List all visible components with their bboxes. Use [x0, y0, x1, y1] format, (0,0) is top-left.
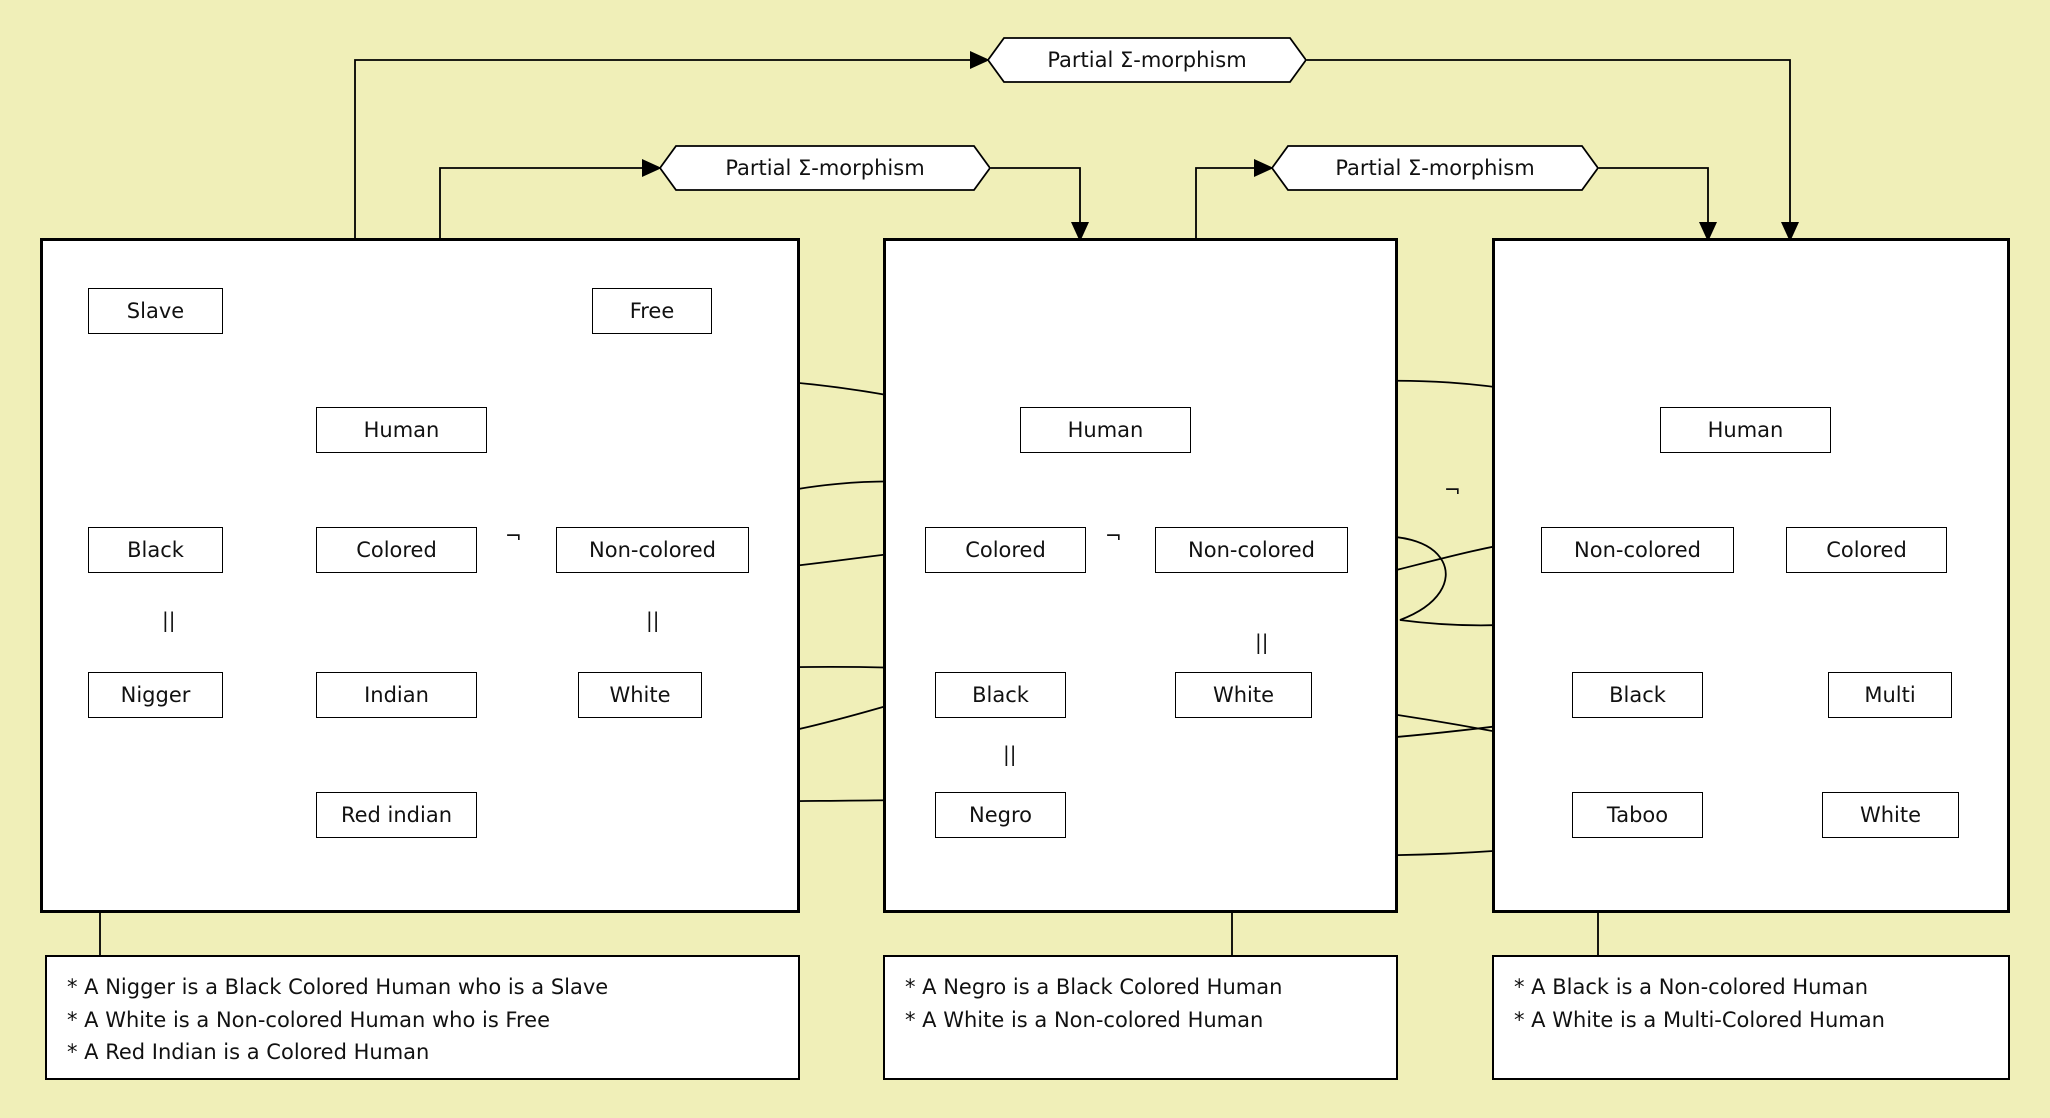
node-colored-p2-label: Colored [965, 538, 1046, 562]
node-white-p3-label: White [1859, 803, 1922, 827]
node-black-p2[interactable] [935, 672, 1066, 718]
constraint-equal-p1-a: || [162, 608, 176, 632]
node-black-p2-label: Black [972, 683, 1029, 707]
node-negro-p2-label: Negro [969, 803, 1032, 827]
node-nigger-p1[interactable] [88, 672, 223, 718]
node-slave[interactable] [88, 288, 223, 334]
constraint-neg-p1: ¬ [505, 524, 522, 548]
constraint-equal-p1-b: || [646, 608, 660, 632]
node-human-p3[interactable] [1660, 407, 1831, 453]
morphism-label-left [660, 144, 990, 192]
note-panel-2 [883, 955, 1398, 1080]
node-slave-label: Slave [126, 299, 185, 323]
node-colored-p1[interactable] [316, 527, 477, 573]
node-noncolored-p2-label: Non-colored [1188, 538, 1315, 562]
node-negro-p2[interactable] [935, 792, 1066, 838]
node-human-p2[interactable] [1020, 407, 1191, 453]
node-nigger-p1-label: Nigger [120, 683, 191, 707]
morphism-label-top [988, 36, 1306, 84]
node-human-p1[interactable] [316, 407, 487, 453]
morphism-label-right [1272, 144, 1598, 192]
node-white-p1[interactable] [578, 672, 702, 718]
note-panel-2-line-2: * A White is a Non-colored Human [905, 1007, 1264, 1032]
node-human-p3-label: Human [1707, 418, 1784, 442]
constraint-equal-p2-a: || [1255, 630, 1269, 654]
morphism-label-right-text: Partial Σ-morphism [1335, 156, 1535, 180]
node-colored-p2[interactable] [925, 527, 1086, 573]
node-black-p3-label: Black [1609, 683, 1666, 707]
note-panel-1 [45, 955, 800, 1080]
node-noncolored-p3[interactable] [1541, 527, 1734, 573]
node-black-p1-label: Black [127, 538, 184, 562]
node-free-label: Free [629, 299, 675, 323]
node-redindian-p1-label: Red indian [340, 803, 453, 827]
node-taboo-p3-label: Taboo [1606, 803, 1669, 827]
note-panel-3-line-2: * A White is a Multi-Colored Human [1514, 1007, 1885, 1032]
note-panel-3 [1492, 955, 2010, 1080]
note-panel-1-line-1: * A Nigger is a Black Colored Human who is a Slave [67, 975, 609, 999]
node-white-p3[interactable] [1822, 792, 1959, 838]
morphism-label-top-text: Partial Σ-morphism [1047, 48, 1247, 72]
constraint-neg-p3: ¬ [1444, 478, 1461, 502]
note-panel-1-line-2: * A White is a Non-colored Human who is Free [67, 1007, 550, 1032]
constraint-neg-p2: ¬ [1105, 524, 1122, 548]
constraint-equal-p2-b: || [1003, 742, 1017, 766]
node-human-p1-label: Human [363, 418, 440, 442]
note-panel-3-line-1: * A Black is a Non-colored Human [1514, 975, 1869, 999]
node-free[interactable] [592, 288, 712, 334]
node-white-p1-label: White [609, 683, 671, 707]
note-panel-2-line-1: * A Negro is a Black Colored Human [905, 975, 1283, 999]
morphism-label-left-text: Partial Σ-morphism [725, 156, 925, 180]
node-indian-p1[interactable] [316, 672, 477, 718]
node-colored-p3[interactable] [1786, 527, 1947, 573]
node-human-p2-label: Human [1067, 418, 1144, 442]
node-redindian-p1[interactable] [316, 792, 477, 838]
node-black-p3[interactable] [1572, 672, 1703, 718]
node-multi-p3[interactable] [1828, 672, 1952, 718]
node-black-p1[interactable] [88, 527, 223, 573]
node-white-p2[interactable] [1175, 672, 1312, 718]
node-colored-p1-label: Colored [356, 538, 437, 562]
node-white-p2-label: White [1212, 683, 1275, 707]
node-taboo-p3[interactable] [1572, 792, 1703, 838]
node-noncolored-p1[interactable] [556, 527, 749, 573]
note-panel-1-line-3: * A Red Indian is a Colored Human [67, 1040, 430, 1065]
node-noncolored-p3-label: Non-colored [1574, 538, 1701, 562]
node-indian-p1-label: Indian [364, 683, 429, 707]
node-multi-p3-label: Multi [1864, 683, 1916, 707]
node-noncolored-p2[interactable] [1155, 527, 1348, 573]
node-noncolored-p1-label: Non-colored [589, 538, 716, 562]
node-colored-p3-label: Colored [1826, 538, 1907, 562]
